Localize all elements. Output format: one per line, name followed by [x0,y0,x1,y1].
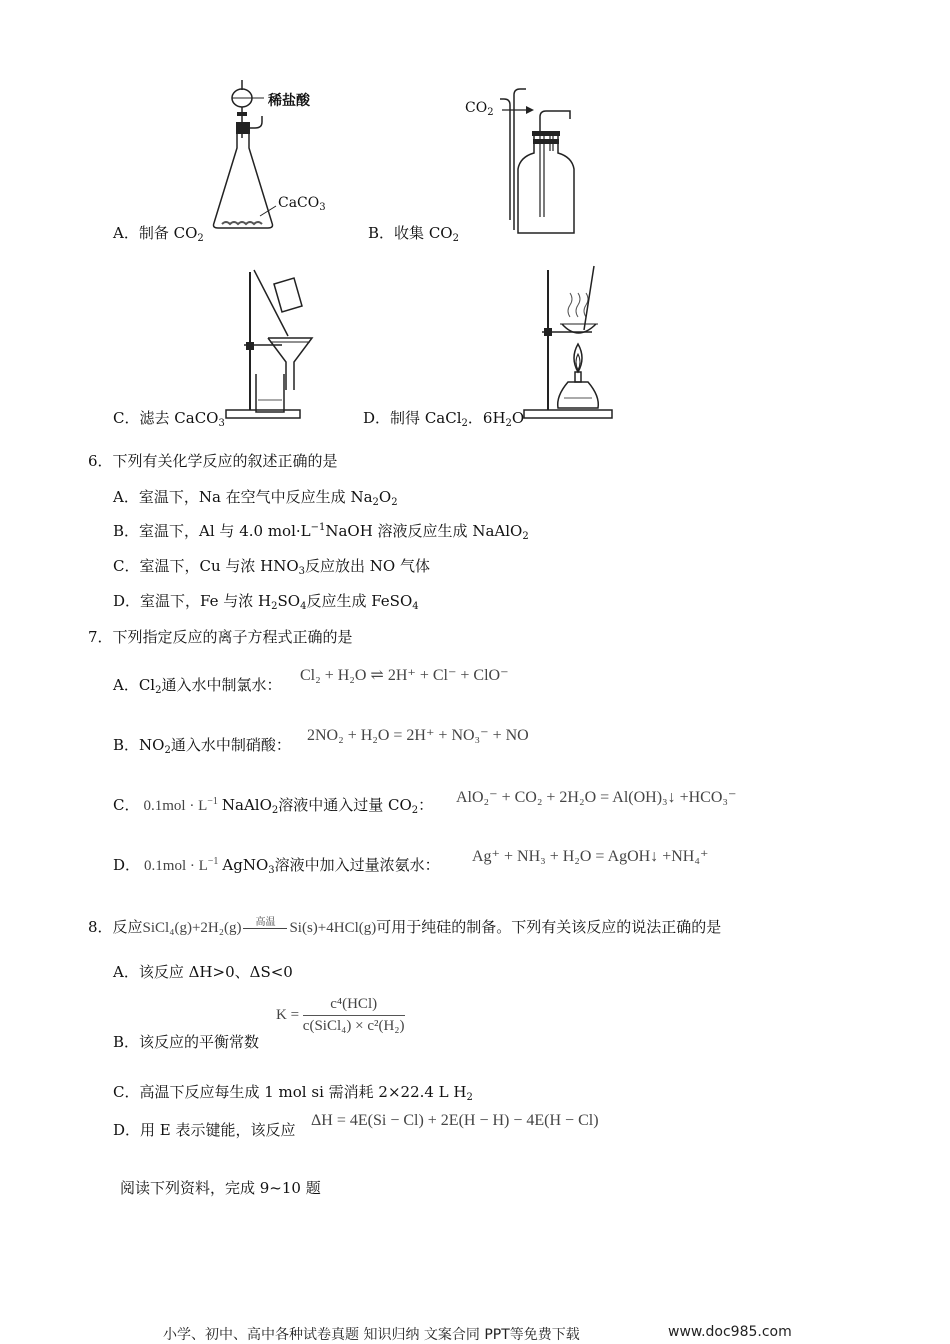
q5-option-a: A．制备 $CO_2$ [113,224,204,244]
apparatus-d-figure [522,262,632,422]
q6-option-b: B．室温下，Al 与 4.0 $mol\cdot L^{-1}NaOH$ 溶液反应生成 NaAlO$_2$ [113,522,529,542]
q7-equation-d: Ag⁺ + NH₃ + H₂O = AgOH↓ +NH₄⁺ [472,848,709,865]
q5-option-b: B．收集 $CO_2$ [368,224,459,244]
footer-link[interactable]: www.doc985.com [668,1324,792,1340]
q8-option-a: A．该反应 ΔH>0、ΔS<0 [113,963,293,981]
q7-option-d: D． $0.1mol \cdot L^{-1}$ AgNO$_3$溶液中加入过量浓氨水： [113,856,440,876]
q7-option-b: B．$NO_2$通入水中制硝酸： [113,736,291,756]
q8-reaction-arrow: 高温 [243,928,287,929]
q7-equation-a: Cl₂ + H₂O ⇌ 2H⁺ + Cl⁻ + ClO⁻ [300,667,509,684]
q8-stem: 8．反应SiCl₄(g)+2H₂(g) 高温 Si(s)+4HCl(g)可用于纯硅的制备。下列有关该反应的说法正确的是 [88,917,722,936]
apparatus-c-figure [222,262,322,422]
q8-equilibrium-constant: K = $\frac{\text{c⁴(HCl)}}{\text{c(SiCl₄) × c²(H₂)}}$ [276,996,405,1034]
q7-c-concentration: $0.1mol \cdot L^{-1}$ [143,796,218,814]
q7-option-a: A．$Cl_2$通入水中制氯水： [113,676,282,696]
q7-stem: 7．下列指定反应的离子方程式正确的是 [88,628,353,646]
q6-option-d: D．室温下，Fe 与浓 $H_2SO_4$反应生成 FeSO$_4$ [113,592,419,612]
q8-option-c: C．高温下反应每生成 1 mol si 需消耗 2×22.4 L $H_2$ [113,1083,473,1103]
flask-label: CaCO$_3$ [278,195,326,213]
q8-reaction-equation: SiCl₄(g)+2H₂(g) 高温 Si(s)+4HCl(g) [142,917,377,936]
funnel-label: 稀盐酸 [268,93,310,109]
q7-option-c: C． $0.1mol \cdot L^{-1}$ NaAlO$_2$溶液中通入过量 $CO_2$： [113,796,434,816]
footer-left: 小学、初中、高中各种试卷真题 知识归纳 文案合同 PPT等免费下载 [163,1327,580,1343]
q6-stem: 6．下列有关化学反应的叙述正确的是 [88,452,338,470]
q8-equation-d: ΔH = 4E(Si − Cl) + 2E(H − H) − 4E(H − Cl) [311,1112,599,1129]
q7-d-concentration: $0.1mol \cdot L^{-1}$ [144,856,219,874]
q8-option-b: B．该反应的平衡常数 [113,1033,260,1051]
reading-instruction: 阅读下列资料，完成 9~10 题 [120,1179,321,1197]
apparatus-b-figure [460,95,590,240]
q6-option-c: C．室温下，Cu 与浓 $HNO_3$反应放出 NO 气体 [113,557,430,577]
q7-equation-c: AlO₂⁻ + CO₂ + 2H₂O = Al(OH)₃↓ +HCO₃⁻ [456,789,737,806]
gas-label: $CO_2$ [465,100,494,118]
q5-option-c: C．滤去 CaCO$_3$ [113,409,225,429]
q5-option-d: D．制得 CaCl$_2$．$6H_2O$ [363,409,525,429]
q8-option-d: D．用 E 表示键能，该反应 [113,1121,296,1139]
q6-option-a: A．室温下，Na 在空气中反应生成 $Na_2O_2$ [113,488,398,508]
q7-equation-b: 2NO₂ + H₂O = 2H⁺ + NO₃⁻ + NO [307,727,529,744]
q8-k-fraction: $\frac{\text{c⁴(HCl)}}{\text{c(SiCl₄) × c²(H₂)}}$ [302,996,405,1034]
